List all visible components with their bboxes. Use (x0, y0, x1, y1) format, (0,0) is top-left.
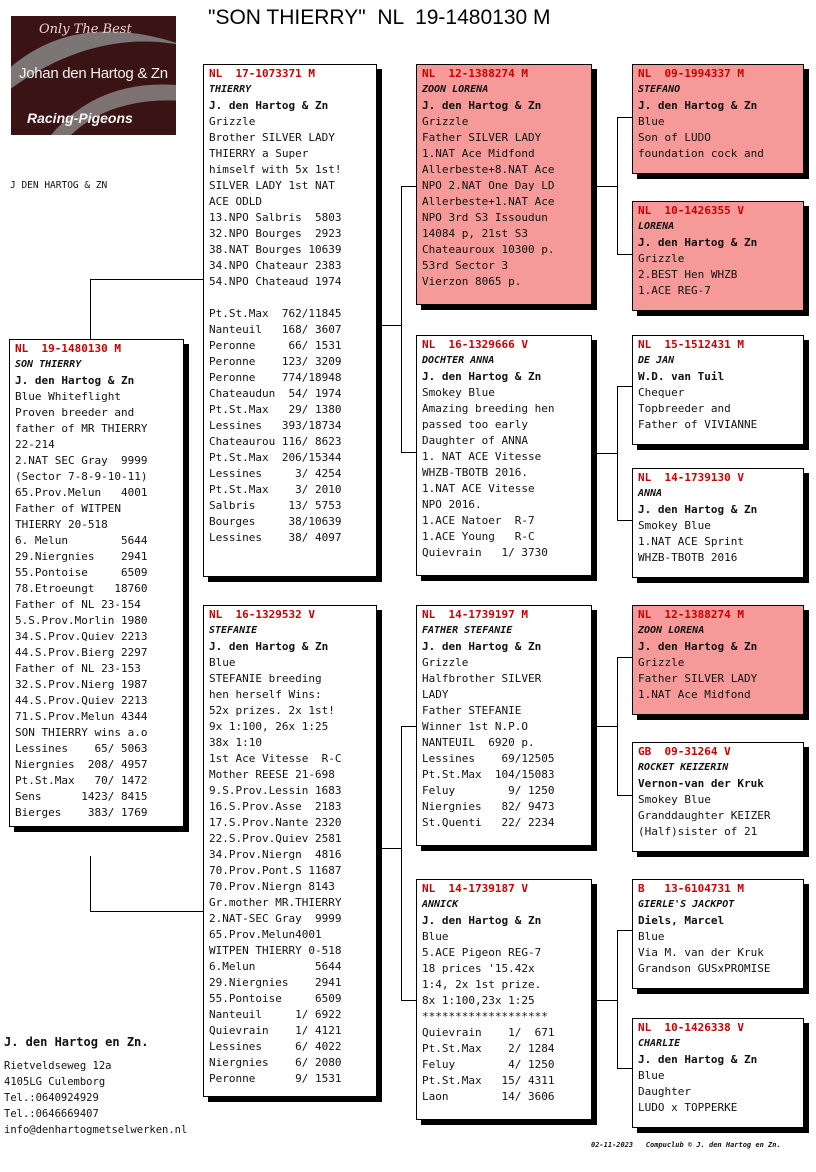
pigeon-name: ROCKET KEIZERIN (638, 762, 729, 773)
pigeon-info-line: Grandson GUSxPROMISE (638, 962, 771, 975)
pigeon-name: STEFANIE (209, 625, 258, 636)
connector-line (596, 186, 617, 187)
pigeon-info-line: Grizzle (638, 252, 685, 265)
pigeon-info-line: Sens 1423/ 8415 (15, 790, 148, 803)
pigeon-owner: J. den Hartog & Zn (638, 503, 758, 516)
pigeon-info-line: 22-214 (15, 438, 55, 451)
pigeon-owner: J. den Hartog & Zn (638, 236, 758, 249)
pigeon-owner: Diels, Marcel (638, 914, 725, 927)
pigeon-card-sdd[interactable] (632, 468, 804, 578)
pigeon-info-line: 1:4, 2x 1st prize. (422, 978, 542, 991)
pigeon-ring-number: NL 15-1512431 M (638, 338, 744, 351)
pigeon-info-line: Smokey Blue (638, 519, 711, 532)
pigeon-info-line: 9x 1:100, 26x 1:25 (209, 720, 329, 733)
pigeon-info-line: 38x 1:10 (209, 736, 262, 749)
pigeon-info-line: Lessines 3/ 4254 (209, 467, 342, 480)
connector-line (617, 254, 632, 255)
owner-line: Rietveldseweg 12a (4, 1060, 112, 1072)
pigeon-info-line: 6. Melun 5644 (15, 534, 148, 547)
pigeon-info-line: Pt.St.Max 3/ 2010 (209, 483, 342, 496)
pigeon-owner: J. den Hartog & Zn (422, 99, 542, 112)
pigeon-info-line: ******************* (422, 1010, 548, 1023)
pigeon-ring-number: NL 10-1426355 V (638, 204, 744, 217)
pigeon-info-line: NPO 2016. (422, 498, 482, 511)
pigeon-info-line: Laon 14/ 3606 (422, 1090, 555, 1103)
connector-line (90, 911, 204, 912)
pigeon-card-sire-dam[interactable] (416, 335, 592, 576)
pigeon-info-line: 5.S.Prov.Morlin 1980 (15, 614, 148, 627)
pigeon-info-line: 44.S.Prov.Quiev 2213 (15, 694, 148, 707)
pigeon-ring-number: NL 16-1329532 V (209, 608, 315, 621)
pigeon-owner: J. den Hartog & Zn (209, 640, 329, 653)
pigeon-info-line: ACE ODLD (209, 195, 262, 208)
pigeon-info-line: 22.S.Prov.Quiev 2581 (209, 832, 342, 845)
pigeon-info-line: 1st Ace Vitesse R-C (209, 752, 342, 765)
pigeon-ring-number: NL 09-1994337 M (638, 67, 744, 80)
pigeon-info-line: passed too early (422, 418, 528, 431)
pigeon-info-line: 32.NPO Bourges 2923 (209, 227, 342, 240)
pigeon-info-line: 70.Prov.Pont.S 11687 (209, 864, 342, 877)
pigeon-info-line: Chateaurou 116/ 8623 (209, 435, 342, 448)
connector-line (90, 279, 204, 280)
pigeon-info-line: Daughter (638, 1085, 691, 1098)
pigeon-info-line: LADY (422, 688, 449, 701)
connector-line (617, 386, 632, 387)
owner-email[interactable]: info@denhartogmetselwerken.nl (4, 1124, 188, 1136)
connector-line (380, 848, 401, 849)
pigeon-info-line: Gr.mother MR.THIERRY (209, 896, 342, 909)
breeder-tag: J DEN HARTOG & ZN (10, 180, 108, 191)
pigeon-info-line: Nanteuil 168/ 3607 (209, 323, 342, 336)
pigeon-info-line: Pt.St.Max 2/ 1284 (422, 1042, 555, 1055)
pigeon-info-line: 70.Prov.Niergn 8143 (209, 880, 335, 893)
pigeon-info-line: Father of WITPEN (15, 502, 121, 515)
pigeon-info-line: Halfbrother SILVER (422, 672, 542, 685)
pigeon-info-line: 1.NAT Ace Midfond (422, 147, 535, 160)
pigeon-info-line: 38.NAT Bourges 10639 (209, 243, 342, 256)
pigeon-info-line: himself with 5x 1st! (209, 163, 342, 176)
pigeon-card-dsd[interactable] (632, 742, 804, 852)
pigeon-name: DE JAN (638, 355, 675, 366)
owner-phone: Tel.:0640924929 (4, 1092, 99, 1104)
pigeon-info-line: Pt.St.Max 762/11845 (209, 307, 342, 320)
pigeon-info-line: 65.Prov.Melun4001 (209, 928, 322, 941)
connector-line (617, 117, 618, 255)
pigeon-info-line: Blue (638, 115, 665, 128)
pigeon-ring-number: NL 17-1073371 M (209, 67, 315, 80)
pigeon-card-dds[interactable] (632, 879, 804, 989)
pigeon-info-line: Feluy 9/ 1250 (422, 784, 555, 797)
pigeon-info-line: 16.S.Prov.Asse 2183 (209, 800, 342, 813)
pigeon-info-line: Quievrain 1/ 671 (422, 1026, 555, 1039)
pigeon-owner: J. den Hartog & Zn (422, 914, 542, 927)
pigeon-owner: J. den Hartog & Zn (422, 370, 542, 383)
pigeon-owner: J. den Hartog & Zn (638, 99, 758, 112)
pigeon-owner: J. den Hartog & Zn (638, 1053, 758, 1066)
pigeon-info-line: Father of VIVIANNE (638, 418, 758, 431)
pigeon-name: GIERLE'S JACKPOT (638, 899, 735, 910)
pigeon-info-line: NPO 3rd S3 Issoudun (422, 211, 548, 224)
pigeon-info-line: 34.Prov.Niergn 4816 (209, 848, 342, 861)
pigeon-info-line: 65.Prov.Melun 4001 (15, 486, 148, 499)
logo-subtitle: Racing-Pigeons (27, 110, 133, 126)
connector-line (401, 452, 417, 453)
pigeon-card-ssd[interactable] (632, 201, 804, 311)
owner-name: J. den Hartog en Zn. (4, 1035, 149, 1049)
pigeon-info-line: 34.S.Prov.Quiev 2213 (15, 630, 148, 643)
pigeon-info-line: 5.ACE Pigeon REG-7 (422, 946, 542, 959)
pigeon-info-line: 29.Niergnies 2941 (209, 976, 342, 989)
pigeon-ring-number: NL 14-1739130 V (638, 471, 744, 484)
pigeon-card-sds[interactable] (632, 335, 804, 445)
pigeon-info-line: Quievrain 1/ 3730 (422, 546, 548, 559)
pigeon-info-line: 6.Melun 5644 (209, 960, 342, 973)
pigeon-ring-number: NL 16-1329666 V (422, 338, 528, 351)
pigeon-info-line: WITPEN THIERRY 0-518 (209, 944, 342, 957)
pigeon-info-line: 71.S.Prov.Melun 4344 (15, 710, 148, 723)
connector-line (596, 1000, 617, 1001)
pigeon-info-line: Bourges 38/10639 (209, 515, 342, 528)
pigeon-info-line: STEFANIE breeding (209, 672, 322, 685)
pigeon-info-line: THIERRY 20-518 (15, 518, 108, 531)
pigeon-ring-number: NL 19-1480130 M (15, 342, 121, 355)
connector-line (617, 520, 632, 521)
pigeon-info-line: Pt.St.Max 104/15083 (422, 768, 555, 781)
pigeon-info-line: Feluy 4/ 1250 (422, 1058, 555, 1071)
pigeon-name: CHARLIE (638, 1038, 681, 1049)
pigeon-info-line: Father SILVER LADY (638, 672, 758, 685)
pigeon-card-subject[interactable] (9, 339, 184, 827)
pigeon-info-line: Grizzle (638, 656, 685, 669)
pigeon-info-line: 1.ACE Young R-C (422, 530, 535, 543)
pigeon-info-line: Smokey Blue (638, 793, 711, 806)
connector-line (596, 726, 617, 727)
pigeon-card-sire-sire[interactable] (416, 64, 592, 305)
pigeon-info-line: Blue Whiteflight (15, 390, 121, 403)
pigeon-info-line: Son of LUDO (638, 131, 711, 144)
pigeon-info-line: Lessines 69/12505 (422, 752, 555, 765)
pigeon-info-line: 44.S.Prov.Bierg 2297 (15, 646, 148, 659)
pigeon-info-line: SON THIERRY wins a.o (15, 726, 148, 739)
pigeon-info-line: Pt.St.Max 206/15344 (209, 451, 342, 464)
pigeon-name: ANNA (638, 488, 663, 499)
pigeon-info-line: 55.Pontoise 6509 (209, 992, 342, 1005)
connector-line (380, 325, 401, 326)
pigeon-info-line: Blue (422, 930, 449, 943)
pigeon-info-line: foundation cock and (638, 147, 764, 160)
pigeon-ring-number: NL 12-1388274 M (638, 608, 744, 621)
pigeon-owner: J. den Hartog & Zn (15, 374, 135, 387)
pigeon-info-line: 54.NPO Chateaud 1974 (209, 275, 342, 288)
pigeon-info-line: Peronne 774/18948 (209, 371, 342, 384)
pigeon-card-dam[interactable] (203, 605, 377, 1097)
pigeon-info-line: 18 prices '15.42x (422, 962, 535, 975)
logo-tagline: Only The Best (39, 22, 132, 37)
connector-line (401, 186, 417, 187)
pigeon-info-line: St.Quenti 22/ 2234 (422, 816, 555, 829)
pigeon-name: FATHER STEFANIE (422, 625, 513, 636)
pigeon-info-line: Father of NL 23-153 (15, 662, 141, 675)
pigeon-ring-number: NL 14-1739197 M (422, 608, 528, 621)
pigeon-info-line: Grizzle (422, 115, 469, 128)
pigeon-info-line: Father STEFANIE (422, 704, 522, 717)
connector-line (617, 657, 632, 658)
pigeon-card-dam-dam[interactable] (416, 879, 592, 1120)
connector-line (401, 186, 402, 453)
pigeon-card-sss[interactable] (632, 64, 804, 174)
pigeon-info-line: NPO 2.NAT One Day LD (422, 179, 555, 192)
pigeon-card-sire[interactable] (203, 64, 377, 577)
pigeon-info-line: 8x 1:100,23x 1:25 (422, 994, 535, 1007)
pigeon-info-line: Topbreeder and (638, 402, 731, 415)
pigeon-info-line: Father SILVER LADY (422, 131, 542, 144)
connector-line (90, 856, 91, 912)
pigeon-info-line: Niergnies 82/ 9473 (422, 800, 555, 813)
pigeon-info-line: LUDO x TOPPERKE (638, 1101, 738, 1114)
pigeon-info-line: Smokey Blue (422, 386, 495, 399)
pigeon-info-line: NANTEUIL 6920 p. (422, 736, 535, 749)
pigeon-info-line: 29.Niergnies 2941 (15, 550, 148, 563)
pigeon-info-line: Peronne 9/ 1531 (209, 1072, 342, 1085)
pigeon-info-line: 14084 p, 21st S3 (422, 227, 528, 240)
pigeon-info-line: 13.NPO Salbris 5803 (209, 211, 342, 224)
connector-line (401, 726, 402, 1001)
pigeon-info-line: WHZB-TBOTB 2016 (638, 551, 738, 564)
pigeon-info-line: Lessines 393/18734 (209, 419, 342, 432)
pigeon-info-line: Niergnies 6/ 2080 (209, 1056, 342, 1069)
pigeon-info-line: Lessines 65/ 5063 (15, 742, 148, 755)
pigeon-name: THIERRY (209, 84, 252, 95)
pigeon-info-line: 32.S.Prov.Nierg 1987 (15, 678, 148, 691)
pigeon-info-line: Blue (638, 930, 665, 943)
pigeon-info-line: Peronne 66/ 1531 (209, 339, 342, 352)
pigeon-info-line: 2.NAT SEC Gray 9999 (15, 454, 148, 467)
connector-line (617, 386, 618, 521)
pigeon-info-line: Niergnies 208/ 4957 (15, 758, 148, 771)
pigeon-info-line: Brother SILVER LADY (209, 131, 335, 144)
brand-logo (11, 16, 176, 135)
pigeon-name: SON THIERRY (15, 359, 82, 370)
pigeon-name: ANNICK (422, 899, 459, 910)
pigeon-card-dss[interactable] (632, 605, 804, 715)
pigeon-ring-number: GB 09-31264 V (638, 745, 731, 758)
connector-line (401, 1000, 417, 1001)
pigeon-info-line: Nanteuil 1/ 6922 (209, 1008, 342, 1021)
pigeon-info-line: 78.Etroeungt 18760 (15, 582, 148, 595)
pigeon-info-line: 2.NAT-SEC Gray 9999 (209, 912, 342, 925)
connector-line (596, 453, 617, 454)
pigeon-ring-number: NL 14-1739187 V (422, 882, 528, 895)
pigeon-info-line: Blue (638, 1069, 665, 1082)
pigeon-info-line: Vierzon 8065 p. (422, 275, 522, 288)
pigeon-info-line: Lessines 38/ 4097 (209, 531, 342, 544)
pigeon-info-line: Grizzle (209, 115, 256, 128)
pigeon-info-line: Amazing breeding hen (422, 402, 555, 415)
pigeon-info-line: Salbris 13/ 5753 (209, 499, 342, 512)
owner-contact-block (4, 1034, 187, 1138)
pigeon-name: DOCHTER ANNA (422, 355, 495, 366)
pigeon-info-line: Allerbeste+8.NAT Ace (422, 163, 555, 176)
connector-line (617, 1068, 632, 1069)
pigeon-info-line: Pt.St.Max 29/ 1380 (209, 403, 342, 416)
pigeon-info-line: 1.NAT ACE Vitesse (422, 482, 535, 495)
pigeon-info-line: Proven breeder and (15, 406, 135, 419)
pigeon-info-line: Father of NL 23-154 (15, 598, 141, 611)
pigeon-info-line (209, 290, 373, 306)
pigeon-owner: J. den Hartog & Zn (209, 99, 329, 112)
pigeon-owner: Vernon-van der Kruk (638, 777, 764, 790)
pigeon-info-line: (Sector 7-8-9-10-11) (15, 470, 148, 483)
pigeon-info-line: 55.Pontoise 6509 (15, 566, 148, 579)
pigeon-info-line: WHZB-TBOTB 2016. (422, 466, 528, 479)
pigeon-info-line: Bierges 383/ 1769 (15, 806, 148, 819)
pigeon-owner: W.D. van Tuil (638, 370, 725, 383)
pigeon-info-line: THIERRY a Super (209, 147, 309, 160)
connector-line (617, 657, 618, 796)
pigeon-info-line: 2.BEST Hen WHZB (638, 268, 738, 281)
pigeon-info-line: 53rd Sector 3 (422, 259, 509, 272)
pigeon-name: STEFANO (638, 84, 681, 95)
pigeon-info-line: Pt.St.Max 70/ 1472 (15, 774, 148, 787)
pigeon-info-line: (Half)sister of 21 (638, 825, 758, 838)
pigeon-info-line: 9.S.Prov.Lessin 1683 (209, 784, 342, 797)
footer-credit: 02-11-2023 Compuclub © J. den Hartog en Zn. (591, 1141, 781, 1149)
pigeon-info-line: Via M. van der Kruk (638, 946, 764, 959)
connector-line (617, 795, 632, 796)
pigeon-info-line: Peronne 123/ 3209 (209, 355, 342, 368)
pigeon-info-line: SILVER LADY 1st NAT (209, 179, 335, 192)
pigeon-info-line: 1.ACE REG-7 (638, 284, 711, 297)
pigeon-card-dam-sire[interactable] (416, 605, 592, 846)
pigeon-info-line: hen herself Wins: (209, 688, 322, 701)
pigeon-info-line: Grizzle (422, 656, 469, 669)
pigeon-ring-number: NL 12-1388274 M (422, 67, 528, 80)
pigeon-owner: J. den Hartog & Zn (638, 640, 758, 653)
pigeon-ring-number: NL 10-1426338 V (638, 1021, 744, 1034)
pigeon-info-line: Quievrain 1/ 4121 (209, 1024, 342, 1037)
logo-name: Johan den Hartog & Zn (19, 65, 168, 82)
connector-line (617, 930, 632, 931)
connector-line (90, 279, 91, 339)
pigeon-name: ZOON LORENA (638, 625, 705, 636)
pigeon-info-line: Granddaughter KEIZER (638, 809, 771, 822)
pigeon-name: LORENA (638, 221, 675, 232)
pigeon-info-line: Chequer (638, 386, 685, 399)
pigeon-name: ZOON LORENA (422, 84, 489, 95)
pigeon-info-line: Pt.St.Max 15/ 4311 (422, 1074, 555, 1087)
pigeon-info-line: 1.NAT Ace Midfond (638, 688, 751, 701)
pigeon-info-line: Mother REESE 21-698 (209, 768, 335, 781)
connector-line (401, 726, 417, 727)
pigeon-info-line: 52x prizes. 2x 1st! (209, 704, 335, 717)
pigeon-info-line: 34.NPO Chateaur 2383 (209, 259, 342, 272)
pigeon-info-line: Lessines 6/ 4022 (209, 1040, 342, 1053)
connector-line (617, 930, 618, 1069)
pigeon-info-line: 1.ACE Natoer R-7 (422, 514, 535, 527)
pigeon-info-line: 17.S.Prov.Nante 2320 (209, 816, 342, 829)
pigeon-info-line: Winner 1st N.P.O (422, 720, 528, 733)
pigeon-info-line: Blue (209, 656, 236, 669)
pigeon-owner: J. den Hartog & Zn (422, 640, 542, 653)
pigeon-info-line: Chateaudun 54/ 1974 (209, 387, 342, 400)
pigeon-info-line: Allerbeste+1.NAT Ace (422, 195, 555, 208)
pigeon-info-line: 1.NAT ACE Sprint (638, 535, 744, 548)
connector-line (617, 117, 632, 118)
pigeon-info-line: Daughter of ANNA (422, 434, 528, 447)
pigeon-info-line: father of MR THIERRY (15, 422, 148, 435)
pigeon-card-ddd[interactable] (632, 1018, 804, 1128)
pigeon-ring-number: B 13-6104731 M (638, 882, 744, 895)
pigeon-info-line: 1. NAT ACE Vitesse (422, 450, 542, 463)
pigeon-info-line: Chateauroux 10300 p. (422, 243, 555, 256)
owner-phone: Tel.:0646669407 (4, 1108, 99, 1120)
page-title: "SON THIERRY" NL 19-1480130 M (208, 6, 551, 29)
owner-line: 4105LG Culemborg (4, 1076, 106, 1088)
